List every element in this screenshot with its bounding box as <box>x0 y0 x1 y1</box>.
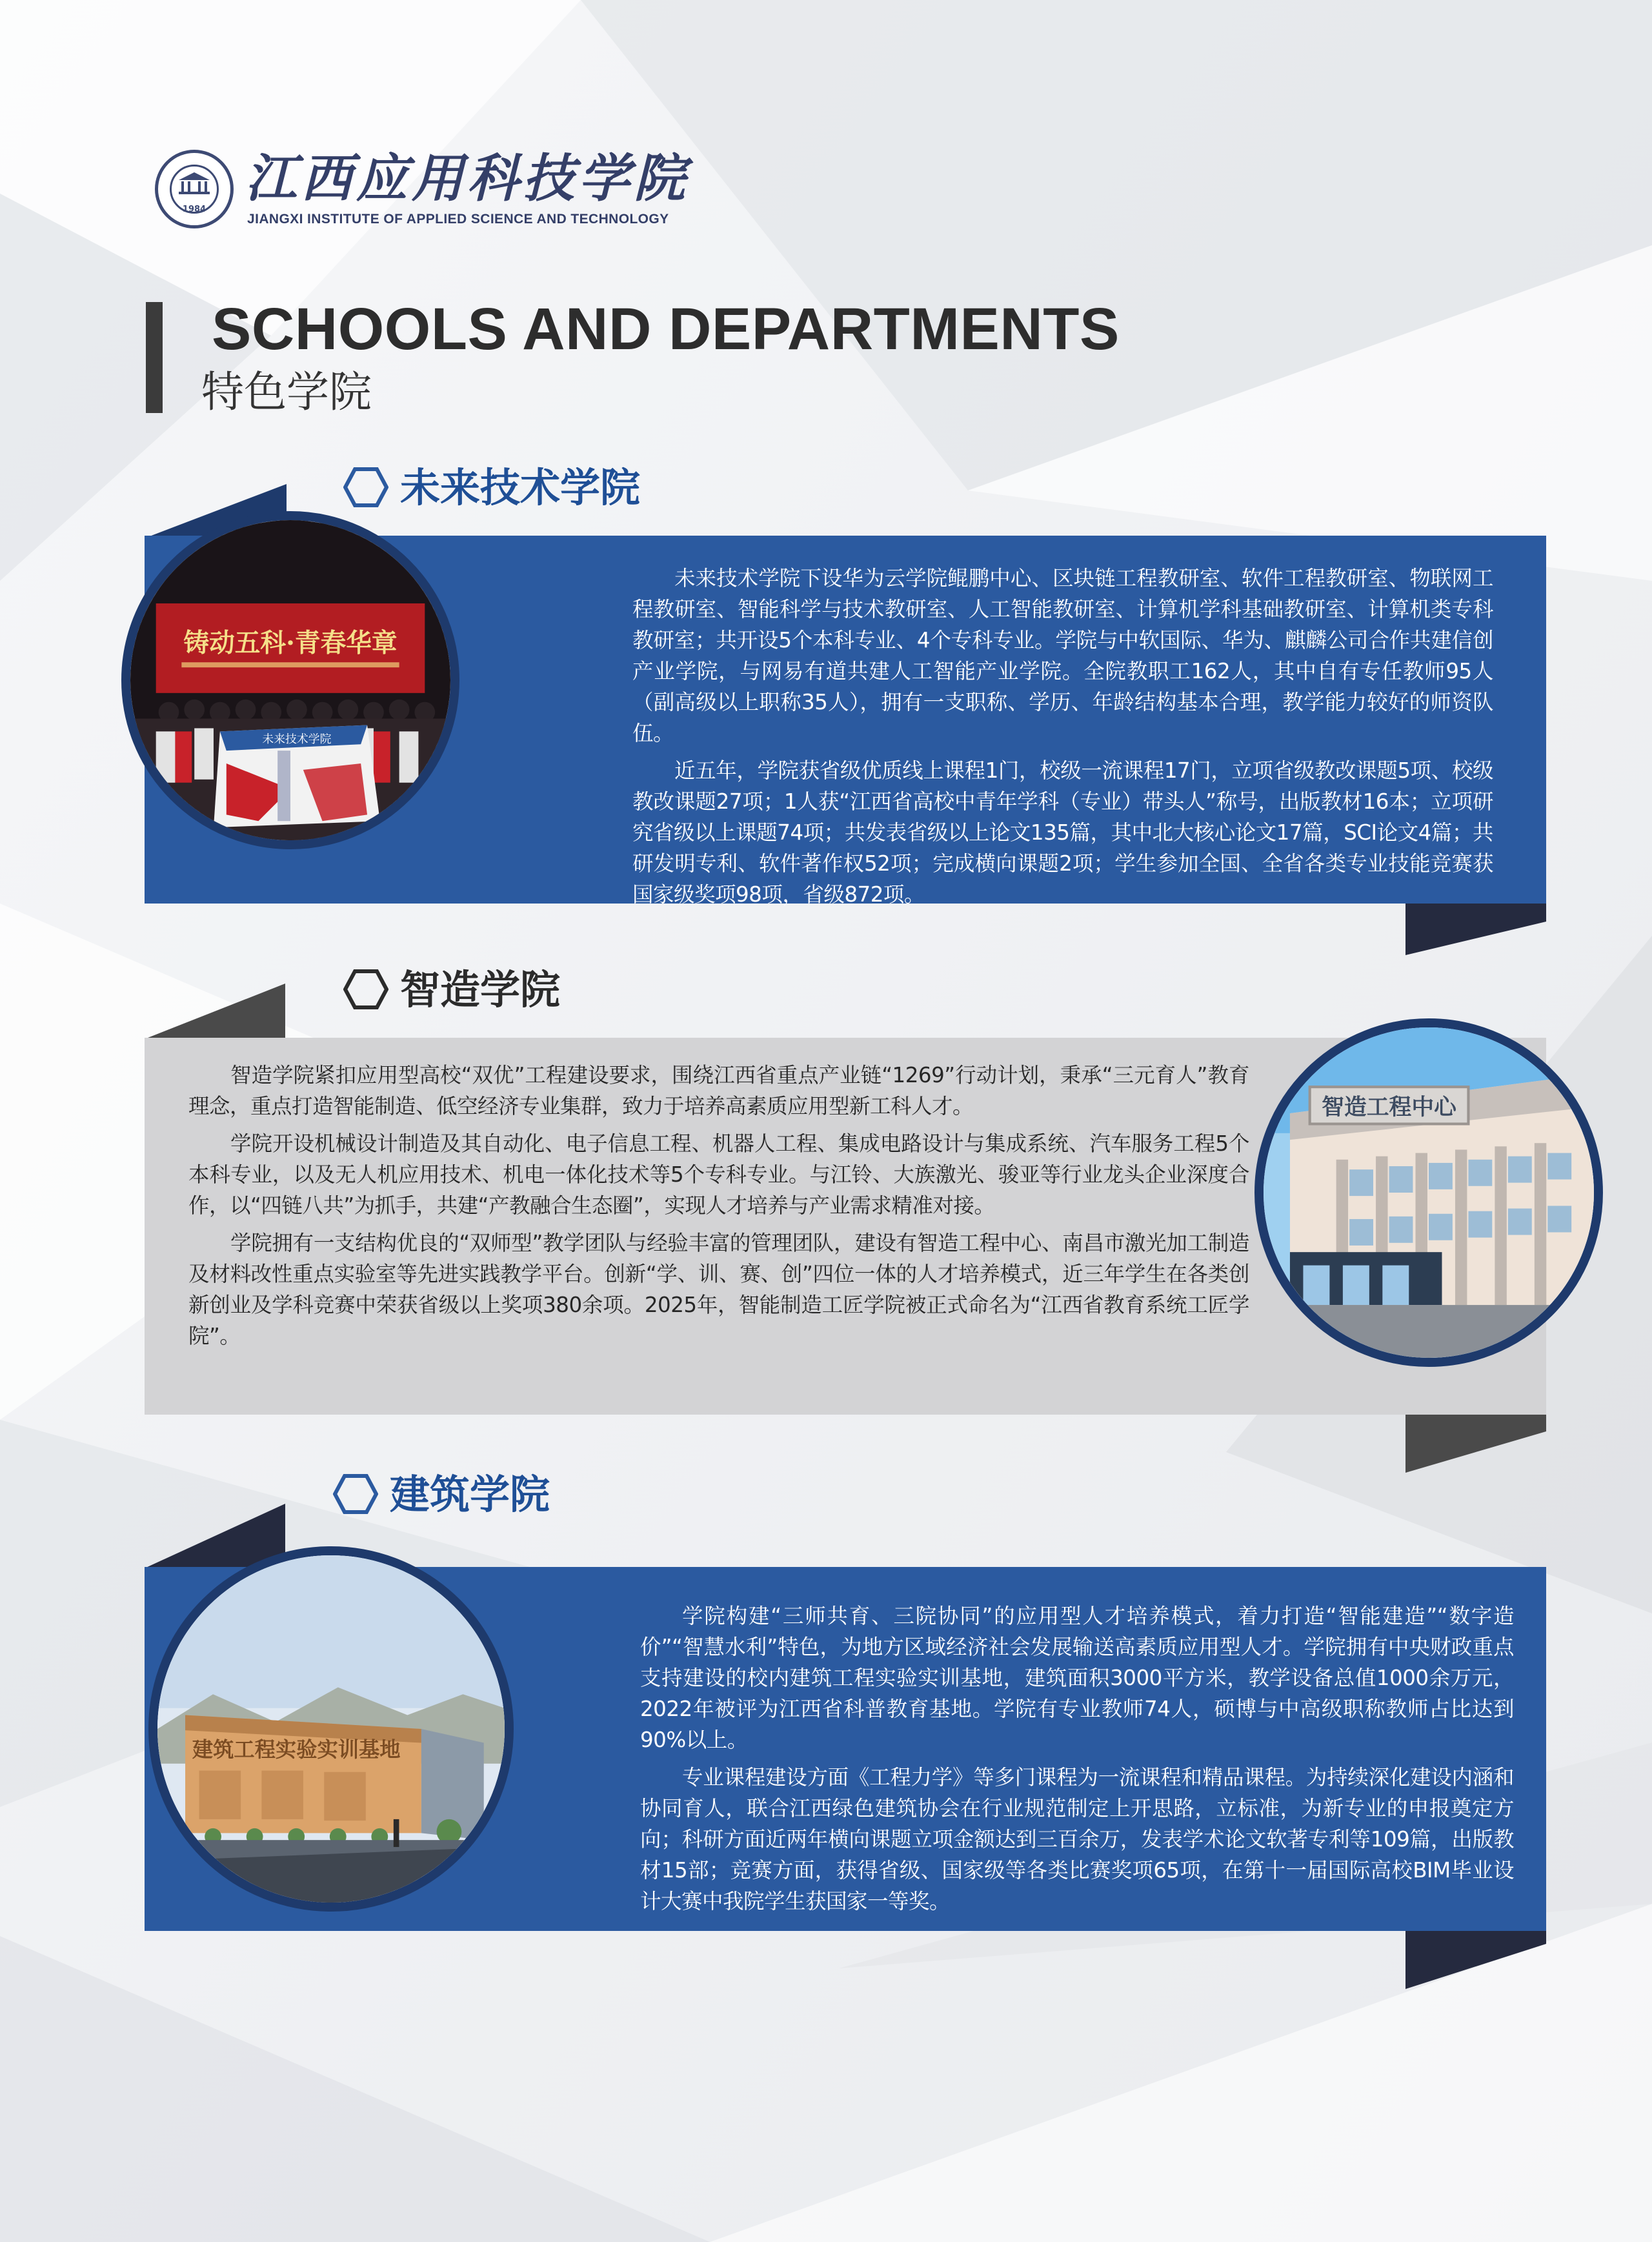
section-title: 智造学院 <box>400 966 561 1013</box>
hexagon-icon <box>343 969 388 1009</box>
building-sign-text: 智造工程中心 <box>1322 1095 1456 1121</box>
school-logo <box>155 148 689 234</box>
photo-banner-text: 铸动五科·青春华章 <box>183 628 398 658</box>
title-accent-bar <box>146 302 163 413</box>
school-seal-icon <box>155 150 234 228</box>
section-title: 建筑学院 <box>390 1471 550 1518</box>
section-paragraph: 近五年，学院获省级优质线上课程1门，校级一流课程17门，立项省级教改课题5项、校级教改课题27项；1人获“江西省高校中青年学科（专业）带头人”称号，出版教材16本；立项研究省级以上课题74项；共发表省级以上论文135篇，其中北大核心论文17篇，SCI论文4篇；共研发明专利、软件著作权52项；完成横向课题2项；学生参加全国、全省各类专业技能竞赛获国家级奖项98项，省级872项。 <box>632 758 1493 907</box>
hexagon-icon <box>333 1474 378 1514</box>
section-paragraph: 未来技术学院下设华为云学院鲲鹏中心、区块链工程教研室、软件工程教研室、物联网工程教研室、智能科学与技术教研室、人工智能教研室、计算机学科基础教研室、计算机类专科教研室；共开设5个本科专业、4个专科专业。学院与中软国际、华为、麒麟公司合作共建信创产业学院，与网易有道共建人工智能产业学院。全院教职工162人，其中自有专任教师95人（副高级以上职称35人），拥有一支职称、学历、年龄结构基本合理，教学能力较好的师资队伍。 <box>632 566 1493 745</box>
ribbon-bottom-right-1 <box>1405 902 1546 955</box>
section-paragraph: 专业课程建设方面《工程力学》等多门课程为一流课程和精品课程。为持续深化建设内涵和协同育人，联合江西绿色建筑协会在行业规范制定上开思路，立标准，为新专业的申报奠定方向；科研方面近两年横向课题立项金额达到三百余万，发表学术论文软著专利等109篇，出版教材15部；竞赛方面，获得省级、国家级等各类比赛奖项65项，在第十一届国际高校BIM毕业设计大赛中我院学生获国家一等奖。 <box>640 1765 1514 1914</box>
photo-manufacturing-building <box>1254 1018 1603 1367</box>
section-paragraph: 学院拥有一支结构优良的“双师型”教学团队与经验丰富的管理团队，建设有智造工程中心、南昌市激光加工制造及材料改性重点实验室等先进实践教学平台。创新“学、训、赛、创”四位一体的人才培养模式，近三年学生在各类创新创业及学科竞赛中荣获省级以上奖项380余项。2025年，智能制造工匠学院被正式命名为“江西省教育系统工匠学院”。 <box>188 1231 1249 1348</box>
ribbon-top-left-2 <box>145 984 285 1039</box>
photo-future-tech-group <box>121 511 459 849</box>
seal-year: 1984 <box>182 205 206 214</box>
section-title: 未来技术学院 <box>400 464 641 511</box>
logo-english-name: JIANGXI INSTITUTE OF APPLIED SCIENCE AND TECHNOLOGY <box>247 212 669 227</box>
logo-chinese-name: 江西应用科技学院 <box>245 148 689 208</box>
building-sign-text: 建筑工程实验实训基地 <box>192 1737 401 1762</box>
section-paragraph: 智造学院紧扣应用型高校“双优”工程建设要求，围绕江西省重点产业链“1269”行动计划，秉承“三元育人”教育理念，重点打造智能制造、低空经济专业集群，致力于培养高素质应用型新工科人才。 <box>188 1063 1249 1118</box>
page-title-english: SCHOOLS AND DEPARTMENTS <box>212 296 1120 362</box>
ribbon-bottom-right-2 <box>1405 1413 1546 1473</box>
photo-flag-text: 未来技术学院 <box>262 732 332 747</box>
photo-architecture-training-base <box>148 1546 514 1912</box>
page-title-chinese: 特色学院 <box>201 367 372 417</box>
hexagon-icon <box>343 467 388 507</box>
section-paragraph: 学院构建“三师共育、三院协同”的应用型人才培养模式，着力打造“智能建造”“数字造价”“智慧水利”特色，为地方区域经济社会发展输送高素质应用型人才。学院拥有中央财政重点支持建设的校内建筑工程实验实训基地，建筑面积3000平方米，教学设备总值1000余万元，2022年被评为江西省科普教育基地。学院有专业教师74人，硕博与中高级职称教师占比达到90%以上。 <box>640 1604 1514 1752</box>
section-paragraph: 学院开设机械设计制造及其自动化、电子信息工程、机器人工程、集成电路设计与集成系统、汽车服务工程5个本科专业，以及无人机应用技术、机电一体化技术等5个专科专业。与江铃、大族激光、骏亚等行业龙头企业深度合作，以“四链八共”为抓手，共建“产教融合生态圈”，实现人才培养与产业需求精准对接。 <box>188 1131 1249 1218</box>
ribbon-bottom-right-3 <box>1405 1930 1546 1989</box>
